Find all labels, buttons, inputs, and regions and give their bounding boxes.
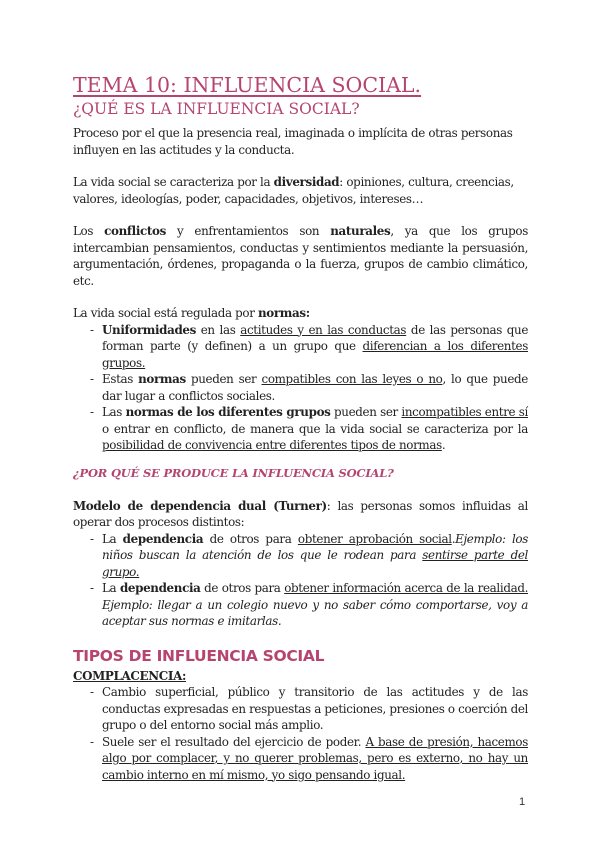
document-page	[73, 72, 528, 783]
complacencia-list	[73, 684, 528, 783]
list-item: - Suele ser el resultado del ejercicio de poder. A base de presión, hacemos algo por complacer, y no querer problemas, pero es externo, no hay un cambio interno en mí mismo, yo sigo pensando igual.	[90, 734, 528, 782]
paragraph-norms: La vida social está regulada por normas:	[73, 306, 310, 320]
list-item: - Las normas de los diferentes grupos pueden ser incompatibles entre sí o entrar en conflicto, de manera que la vida social se caracteriza por la posibilidad de convivencia entre diferentes tipos de normas.	[90, 405, 528, 452]
norms-list	[73, 322, 528, 454]
page-title: TEMA 10: INFLUENCIA SOCIAL.	[73, 73, 422, 97]
list-item: - Uniformidades en las actitudes y en las conductas de las personas que forman parte (y definen) a un grupo que diferencian a los diferentes grupos.	[90, 322, 529, 370]
section-heading-types: TIPOS DE INFLUENCIA SOCIAL	[73, 646, 325, 665]
list-item: - La dependencia de otros para obtener aprobación social.Ejemplo: los niños buscan la atención de los que le rodean para sentirse parte del grupo.	[90, 531, 528, 579]
list-item: - Cambio superficial, público y transitorio de las actitudes y de las conductas expresadas en respuestas a peticiones, presiones o coerción del grupo o del entorno social más amplio.	[90, 685, 528, 732]
paragraph-diversity: La vida social se caracteriza por la diversidad: opiniones, cultura, creencias, valores, ideologías, poder, capacidades, objetivos, intereses…	[73, 175, 514, 206]
subheading-complacencia: COMPLACENCIA:	[73, 668, 186, 683]
section-heading-what: ¿QUÉ ES LA INFLUENCIA SOCIAL?	[73, 100, 360, 118]
dependency-list	[73, 531, 528, 630]
list-item: - La dependencia de otros para obtener información acerca de la realidad. Ejemplo: llegar a un colegio nuevo y no saber cómo comportarse, voy a aceptar sus normas e imitarlas.	[90, 581, 529, 628]
paragraph-conflicts: Los conflictos y enfrentamientos son naturales, ya que los grupos intercambian pensamientos, conductas y sentimientos mediante la persuasión, argumentación, órdenes, propaganda o la fuerza, grupos de cambio climático, etc.	[73, 224, 528, 288]
paragraph-dual-model: Modelo de dependencia dual (Turner): las personas somos influidas al operar dos procesos distintos:	[73, 498, 528, 529]
page-number: 1	[519, 796, 526, 808]
paragraph-definition: Proceso por el que la presencia real, imaginada o implícita de otras personas influyen en las actitudes y la conducta.	[73, 126, 513, 157]
section-heading-why: ¿POR QUÉ SE PRODUCE LA INFLUENCIA SOCIAL?	[73, 465, 394, 480]
list-item: - Estas normas pueden ser compatibles con las leyes o no, lo que puede dar lugar a conflictos sociales.	[90, 372, 528, 403]
